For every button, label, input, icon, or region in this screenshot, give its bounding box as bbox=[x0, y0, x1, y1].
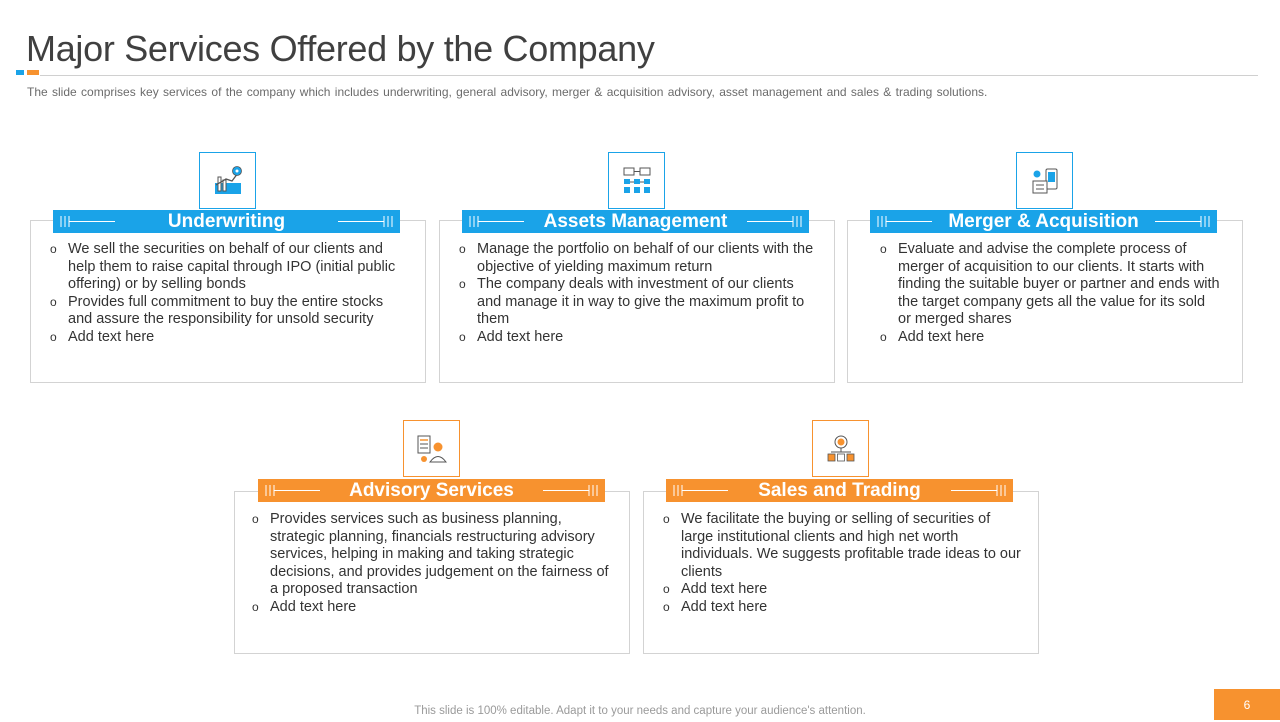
bullet-text: Evaluate and advise the complete process of merger of acquisition to our clients. It starts with finding the suitable buyer or partner and ends with the target company gets all the value for its sold or merged shares bbox=[898, 241, 1220, 328]
merger-acquisition-icon-box bbox=[1016, 152, 1073, 209]
bullet-marker: o bbox=[50, 329, 57, 344]
page-number-badge bbox=[1214, 689, 1280, 720]
list-item bbox=[252, 599, 614, 617]
band-ornament-right bbox=[1155, 215, 1211, 228]
merger-acquisition-bullet-list bbox=[880, 241, 1220, 347]
bullet-marker: o bbox=[50, 294, 57, 309]
band-ornament-right bbox=[338, 215, 394, 228]
service-card-merger-acquisition bbox=[847, 220, 1243, 383]
list-item bbox=[50, 241, 410, 294]
list-item bbox=[459, 329, 821, 347]
title-accent-orange bbox=[27, 70, 39, 75]
sales-trading-header-band bbox=[666, 479, 1013, 502]
band-ornament-left bbox=[264, 484, 320, 497]
service-card-assets-management bbox=[439, 220, 835, 383]
service-card-advisory-services bbox=[234, 491, 630, 654]
bullet-marker: o bbox=[459, 329, 466, 344]
service-title: Underwriting bbox=[167, 211, 286, 232]
list-item bbox=[880, 241, 1220, 329]
advisory-services-icon-box bbox=[403, 420, 460, 477]
underwriting-bullet-list bbox=[50, 241, 410, 347]
list-item bbox=[880, 329, 1220, 347]
underwriting-header-band bbox=[53, 210, 400, 233]
sales-trading-icon-box bbox=[812, 420, 869, 477]
investment-chart-icon bbox=[212, 165, 244, 197]
band-ornament-right bbox=[543, 484, 599, 497]
portfolio-network-icon bbox=[621, 165, 653, 197]
band-ornament-left bbox=[59, 215, 115, 228]
band-ornament-left bbox=[876, 215, 932, 228]
bullet-text: Add text here bbox=[68, 328, 155, 345]
merger-acquisition-header-band bbox=[870, 210, 1217, 233]
service-title: Advisory Services bbox=[349, 480, 514, 501]
bullet-marker: o bbox=[880, 242, 887, 256]
list-item bbox=[50, 329, 410, 347]
bullet-text: We facilitate the buying or selling of securities of large institutional clients and high net worth individuals. We suggests profitable trade ideas to our clients bbox=[681, 511, 1021, 580]
title-accent-blue bbox=[16, 70, 24, 75]
merger-device-icon bbox=[1029, 165, 1061, 197]
band-ornament-right bbox=[747, 215, 803, 228]
bullet-marker: o bbox=[459, 242, 466, 256]
assets-management-header-band bbox=[462, 210, 809, 233]
list-item bbox=[459, 276, 821, 329]
bullet-text: Add text here bbox=[898, 328, 985, 345]
bullet-text: We sell the securities on behalf of our clients and help them to raise capital through IPO (initial public offering) or by selling bonds bbox=[68, 241, 396, 293]
slide-footer-note: This slide is 100% editable. Adapt it to your needs and capture your audience's attention. bbox=[414, 705, 866, 717]
list-item bbox=[50, 294, 410, 329]
service-card-underwriting bbox=[30, 220, 426, 383]
list-item bbox=[663, 599, 1025, 617]
service-card-sales-trading bbox=[643, 491, 1039, 654]
slide-subtitle: The slide comprises key services of the company which includes underwriting, general advisory, merger & acquisition advisory, asset management and sales & trading solutions. bbox=[27, 85, 988, 99]
bullet-text: Provides full commitment to buy the entire stocks and assure the responsibility for unsold security bbox=[68, 293, 384, 328]
service-title: Assets Management bbox=[543, 211, 728, 232]
advisor-document-icon bbox=[416, 433, 448, 465]
bullet-marker: o bbox=[252, 512, 259, 526]
bullet-marker: o bbox=[252, 599, 259, 614]
bullet-text: Add text here bbox=[681, 581, 768, 598]
bullet-text: Add text here bbox=[477, 328, 564, 345]
service-title: Sales and Trading bbox=[758, 480, 921, 501]
title-divider bbox=[40, 75, 1258, 76]
bullet-marker: o bbox=[663, 599, 670, 614]
bullet-marker: o bbox=[663, 582, 670, 597]
band-ornament-left bbox=[468, 215, 524, 228]
assets-management-icon-box bbox=[608, 152, 665, 209]
advisory-services-bullet-list bbox=[252, 511, 614, 617]
underwriting-icon-box bbox=[199, 152, 256, 209]
list-item bbox=[663, 511, 1025, 581]
band-ornament-right bbox=[951, 484, 1007, 497]
advisory-services-header-band bbox=[258, 479, 605, 502]
bullet-text: Add text here bbox=[681, 598, 768, 615]
sales-trading-bullet-list bbox=[663, 511, 1025, 617]
list-item bbox=[663, 581, 1025, 599]
page-number: 6 bbox=[1243, 698, 1251, 712]
bullet-text: Manage the portfolio on behalf of our clients with the objective of yielding maximum return bbox=[477, 241, 814, 275]
list-item bbox=[252, 511, 614, 599]
bullet-marker: o bbox=[880, 329, 887, 344]
band-ornament-left bbox=[672, 484, 728, 497]
bullet-marker: o bbox=[459, 277, 466, 292]
service-title: Merger & Acquisition bbox=[948, 211, 1139, 232]
list-item bbox=[459, 241, 821, 276]
bullet-text: Provides services such as business planning, strategic planning, financials restructuring advisory services, helping in making and taking strategic decisions, and provides judgement on the fairness of a proposed transaction bbox=[270, 511, 609, 598]
trading-flow-icon bbox=[825, 433, 857, 465]
bullet-marker: o bbox=[50, 242, 57, 256]
assets-management-bullet-list bbox=[459, 241, 821, 347]
bullet-marker: o bbox=[663, 512, 670, 526]
slide-title: Major Services Offered by the Company bbox=[26, 28, 655, 69]
bullet-text: Add text here bbox=[270, 598, 357, 615]
bullet-text: The company deals with investment of our clients and manage it in way to give the maximum profit to them bbox=[477, 276, 805, 328]
